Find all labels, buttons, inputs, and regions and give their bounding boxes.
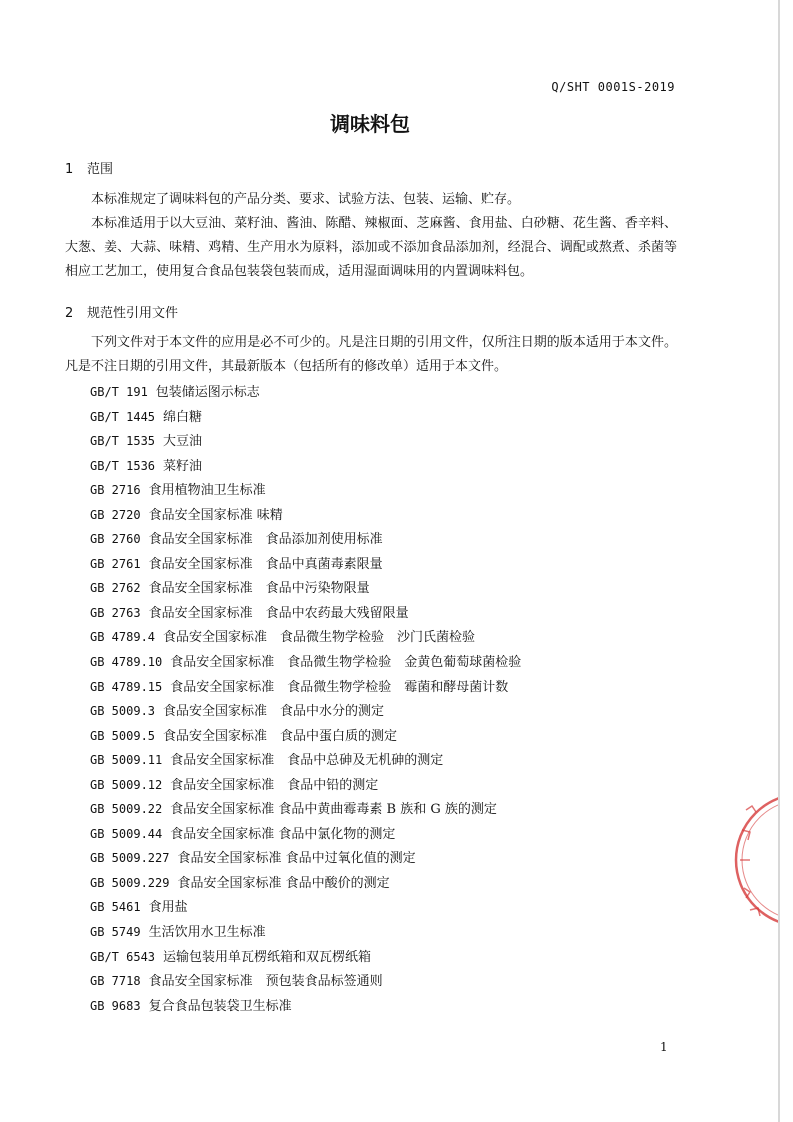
reference-title: 食用盐 xyxy=(148,900,188,916)
section-number: 1 xyxy=(65,162,74,177)
reference-code: GB 5749 xyxy=(90,925,141,940)
reference-code: GB 2720 xyxy=(90,507,141,522)
reference-item xyxy=(90,380,521,405)
reference-item xyxy=(90,576,521,601)
reference-item xyxy=(90,895,521,920)
reference-title: 包装储运图示标志 xyxy=(155,385,260,400)
reference-code: GB/T 1536 xyxy=(90,458,156,473)
reference-title: 食品安全国家标准 食品中蛋白质的测定 xyxy=(163,728,398,744)
reference-code: GB 5009.229 xyxy=(90,875,170,890)
reference-title: 食品安全国家标准 食品添加剂使用标准 xyxy=(148,532,383,548)
reference-item xyxy=(90,675,521,700)
reference-code: GB 2762 xyxy=(90,581,141,596)
reference-item xyxy=(90,454,521,479)
section-1-paragraph-1: 本标准规定了调味料包的产品分类、要求、试验方法、包装、运输、贮存。 xyxy=(91,192,521,207)
reference-item xyxy=(90,748,521,773)
reference-item xyxy=(90,552,521,577)
reference-code: GB 2716 xyxy=(90,483,141,498)
reference-title: 食品安全国家标准 预包装食品标签通则 xyxy=(148,974,383,990)
section-1-paragraph-2: 本标准适用于以大豆油、菜籽油、酱油、陈醋、辣椒面、芝麻酱、食用盐、白砂糖、花生酱、香辛料、大葱、姜、大蒜、味精、鸡精、生产用水为原料，添加或不添加食品添加剂，经混合、调配或熬煮、杀菌等相应工艺加工，使用复合食品包装袋包装而成，适用湿面调味用的内置调味料包。 xyxy=(65,216,677,279)
reference-item xyxy=(90,871,521,896)
reference-title: 大豆油 xyxy=(163,434,203,450)
reference-code: GB 5009.12 xyxy=(90,777,163,792)
reference-code: GB 5009.227 xyxy=(90,851,170,866)
reference-title: 食品安全国家标准 食品中过氧化值的测定 xyxy=(177,851,416,867)
section-title: 规范性引用文件 xyxy=(87,306,179,321)
reference-code: GB 5009.5 xyxy=(90,728,156,743)
reference-item xyxy=(90,503,521,528)
reference-code: GB 2761 xyxy=(90,556,141,571)
reference-item xyxy=(90,650,521,675)
reference-code: GB 4789.4 xyxy=(90,630,156,645)
reference-title: 食品安全国家标准 食品中水分的测定 xyxy=(163,704,385,720)
reference-code: GB 5009.22 xyxy=(90,802,163,817)
reference-code: GB 2763 xyxy=(90,605,141,620)
reference-item xyxy=(90,969,521,994)
reference-item xyxy=(90,797,521,822)
section-title: 范围 xyxy=(87,162,114,177)
reference-title: 运输包装用单瓦楞纸箱和双瓦楞纸箱 xyxy=(163,949,372,965)
reference-item xyxy=(90,724,521,749)
reference-title: 食品安全国家标准 食品微生物学检验 霉菌和酵母菌计数 xyxy=(170,679,509,695)
reference-item xyxy=(90,527,521,552)
reference-code: GB 5009.11 xyxy=(90,753,163,768)
reference-code: GB 9683 xyxy=(90,998,141,1013)
reference-code: GB/T 6543 xyxy=(90,949,156,964)
reference-title: 食品安全国家标准 食品中污染物限量 xyxy=(148,581,370,597)
section-2-paragraph-1: 下列文件对于本文件的应用是必不可少的。凡是注日期的引用文件，仅所注日期的版本适用于本文件。凡是不注日期的引用文件，其最新版本（包括所有的修改单）适用于本文件。 xyxy=(65,335,677,374)
reference-title: 食品安全国家标准 味精 xyxy=(148,507,283,523)
reference-item xyxy=(90,945,521,970)
reference-title: 食品安全国家标准 食品中铅的测定 xyxy=(170,777,379,793)
reference-title: 食品安全国家标准 食品微生物学检验 沙门氏菌检验 xyxy=(163,630,476,646)
stamp-icon xyxy=(732,770,778,950)
page-number: 1 xyxy=(660,1040,668,1054)
reference-title: 食用植物油卫生标准 xyxy=(148,483,266,499)
document-title: 调味料包 xyxy=(330,112,410,136)
reference-code: GB 5009.44 xyxy=(90,826,163,841)
reference-title: 生活饮用水卫生标准 xyxy=(148,925,266,941)
reference-code: GB/T 1445 xyxy=(90,409,156,424)
reference-item xyxy=(90,699,521,724)
section-2-heading xyxy=(65,302,178,321)
reference-item xyxy=(90,773,521,798)
document-code: Q/SHT 0001S-2019 xyxy=(551,80,675,94)
reference-code: GB 2760 xyxy=(90,532,141,547)
reference-item xyxy=(90,822,521,847)
section-1-heading xyxy=(65,158,113,177)
reference-title: 菜籽油 xyxy=(163,458,203,474)
reference-item xyxy=(90,478,521,503)
reference-title: 食品安全国家标准 食品中黄曲霉毒素 B 族和 G 族的测定 xyxy=(170,802,497,818)
reference-item xyxy=(90,625,521,650)
reference-title: 食品安全国家标准 食品中酸价的测定 xyxy=(177,875,390,891)
reference-code: GB 4789.15 xyxy=(90,679,163,694)
reference-title: 食品安全国家标准 食品中真菌毒素限量 xyxy=(148,556,383,572)
reference-code: GB 5009.3 xyxy=(90,704,156,719)
reference-code: GB 7718 xyxy=(90,974,141,989)
reference-title: 绵白糖 xyxy=(163,409,203,425)
reference-title: 复合食品包装袋卫生标准 xyxy=(148,998,292,1014)
reference-title: 食品安全国家标准 食品微生物学检验 金黄色葡萄球菌检验 xyxy=(170,655,522,671)
reference-item xyxy=(90,846,521,871)
reference-code: GB/T 191 xyxy=(90,385,148,399)
reference-code: GB/T 1535 xyxy=(90,434,156,449)
page-edge xyxy=(778,0,780,1122)
reference-title: 食品安全国家标准 食品中氯化物的测定 xyxy=(170,826,396,842)
reference-item xyxy=(90,429,521,454)
reference-code: GB 4789.10 xyxy=(90,655,163,670)
reference-title: 食品安全国家标准 食品中总砷及无机砷的测定 xyxy=(170,753,444,769)
reference-item xyxy=(90,994,521,1019)
reference-item xyxy=(90,920,521,945)
reference-code: GB 5461 xyxy=(90,900,141,915)
section-number: 2 xyxy=(65,306,74,321)
reference-list xyxy=(90,380,521,1018)
reference-title: 食品安全国家标准 食品中农药最大残留限量 xyxy=(148,605,409,621)
reference-item xyxy=(90,405,521,430)
reference-item xyxy=(90,601,521,626)
